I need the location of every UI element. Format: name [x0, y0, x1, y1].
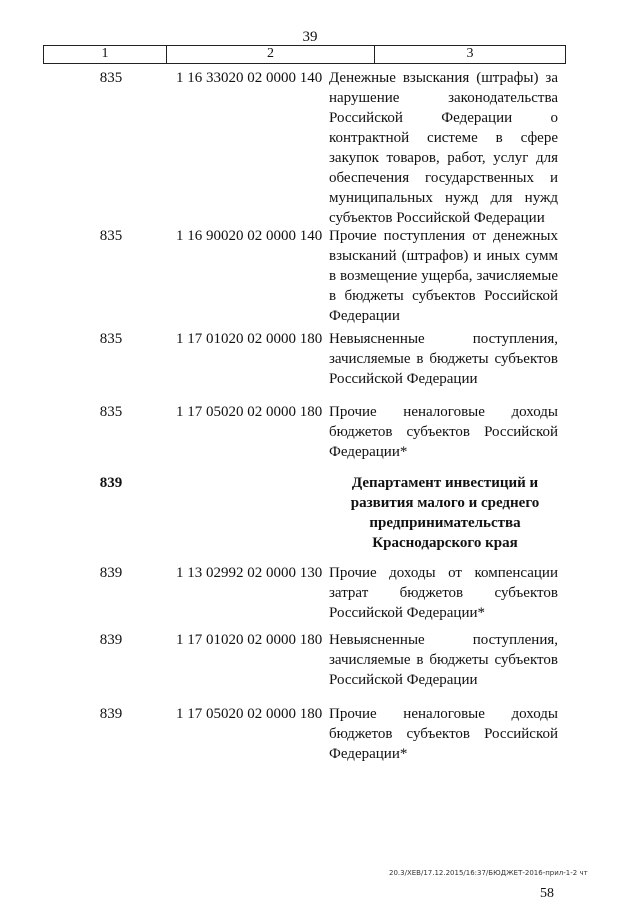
sheet-number: 58: [540, 886, 554, 901]
income-code: 1 13 02992 02 0000 130: [176, 565, 323, 581]
income-name: Невыясненные поступления, зачисляемые в бюджеты субъектов Российской Федерации: [329, 331, 558, 387]
admin-code: 835: [99, 404, 123, 420]
income-name: Прочие неналоговые доходы бюджетов субъектов Российской Федерации*: [329, 706, 558, 762]
admin-code: 839: [99, 632, 123, 648]
admin-code: 835: [99, 228, 123, 244]
admin-code: 839: [99, 565, 123, 581]
footer-file-info: 20.3/ХЕВ/17.12.2015/16:37/БЮДЖЕТ-2016-прил-1-2 чт: [389, 869, 588, 877]
income-name: Прочие поступления от денежных взысканий (штрафов) и иных сумм в возмещение ущерба, зачисляемые в бюджеты субъектов Российской Федерации: [329, 228, 558, 324]
table-header: [43, 45, 566, 64]
page-number: 39: [302, 29, 318, 45]
department-admin-code: 839: [99, 475, 123, 491]
admin-code: 835: [99, 331, 123, 347]
header-col-2: 2: [167, 46, 375, 63]
income-name: Прочие доходы от компенсации затрат бюджетов субъектов Российской Федерации*: [329, 565, 558, 621]
income-name: Прочие неналоговые доходы бюджетов субъектов Российской Федерации*: [329, 404, 558, 460]
income-code: 1 17 01020 02 0000 180: [176, 632, 323, 648]
income-code: 1 16 33020 02 0000 140: [176, 70, 323, 86]
income-code: 1 17 05020 02 0000 180: [176, 404, 323, 420]
department-title: Департамент инвестиций и развития малого и среднего предпринимательства Краснодарского края: [350, 475, 540, 551]
income-name: Невыясненные поступления, зачисляемые в бюджеты субъектов Российской Федерации: [329, 632, 558, 688]
income-code: 1 17 01020 02 0000 180: [176, 331, 323, 347]
admin-code: 835: [99, 70, 123, 86]
header-col-1: 1: [44, 46, 167, 63]
header-col-3: 3: [466, 46, 474, 61]
income-code: 1 17 05020 02 0000 180: [176, 706, 323, 722]
admin-code: 839: [99, 706, 123, 722]
income-code: 1 16 90020 02 0000 140: [176, 228, 323, 244]
income-name: Денежные взыскания (штрафы) за нарушение законодательства Российской Федерации о контрактной системе в сфере закупок товаров, работ, услуг для обеспечения государственных и муниципальных нужд для нужд субъектов Российской Федерации: [329, 70, 558, 226]
